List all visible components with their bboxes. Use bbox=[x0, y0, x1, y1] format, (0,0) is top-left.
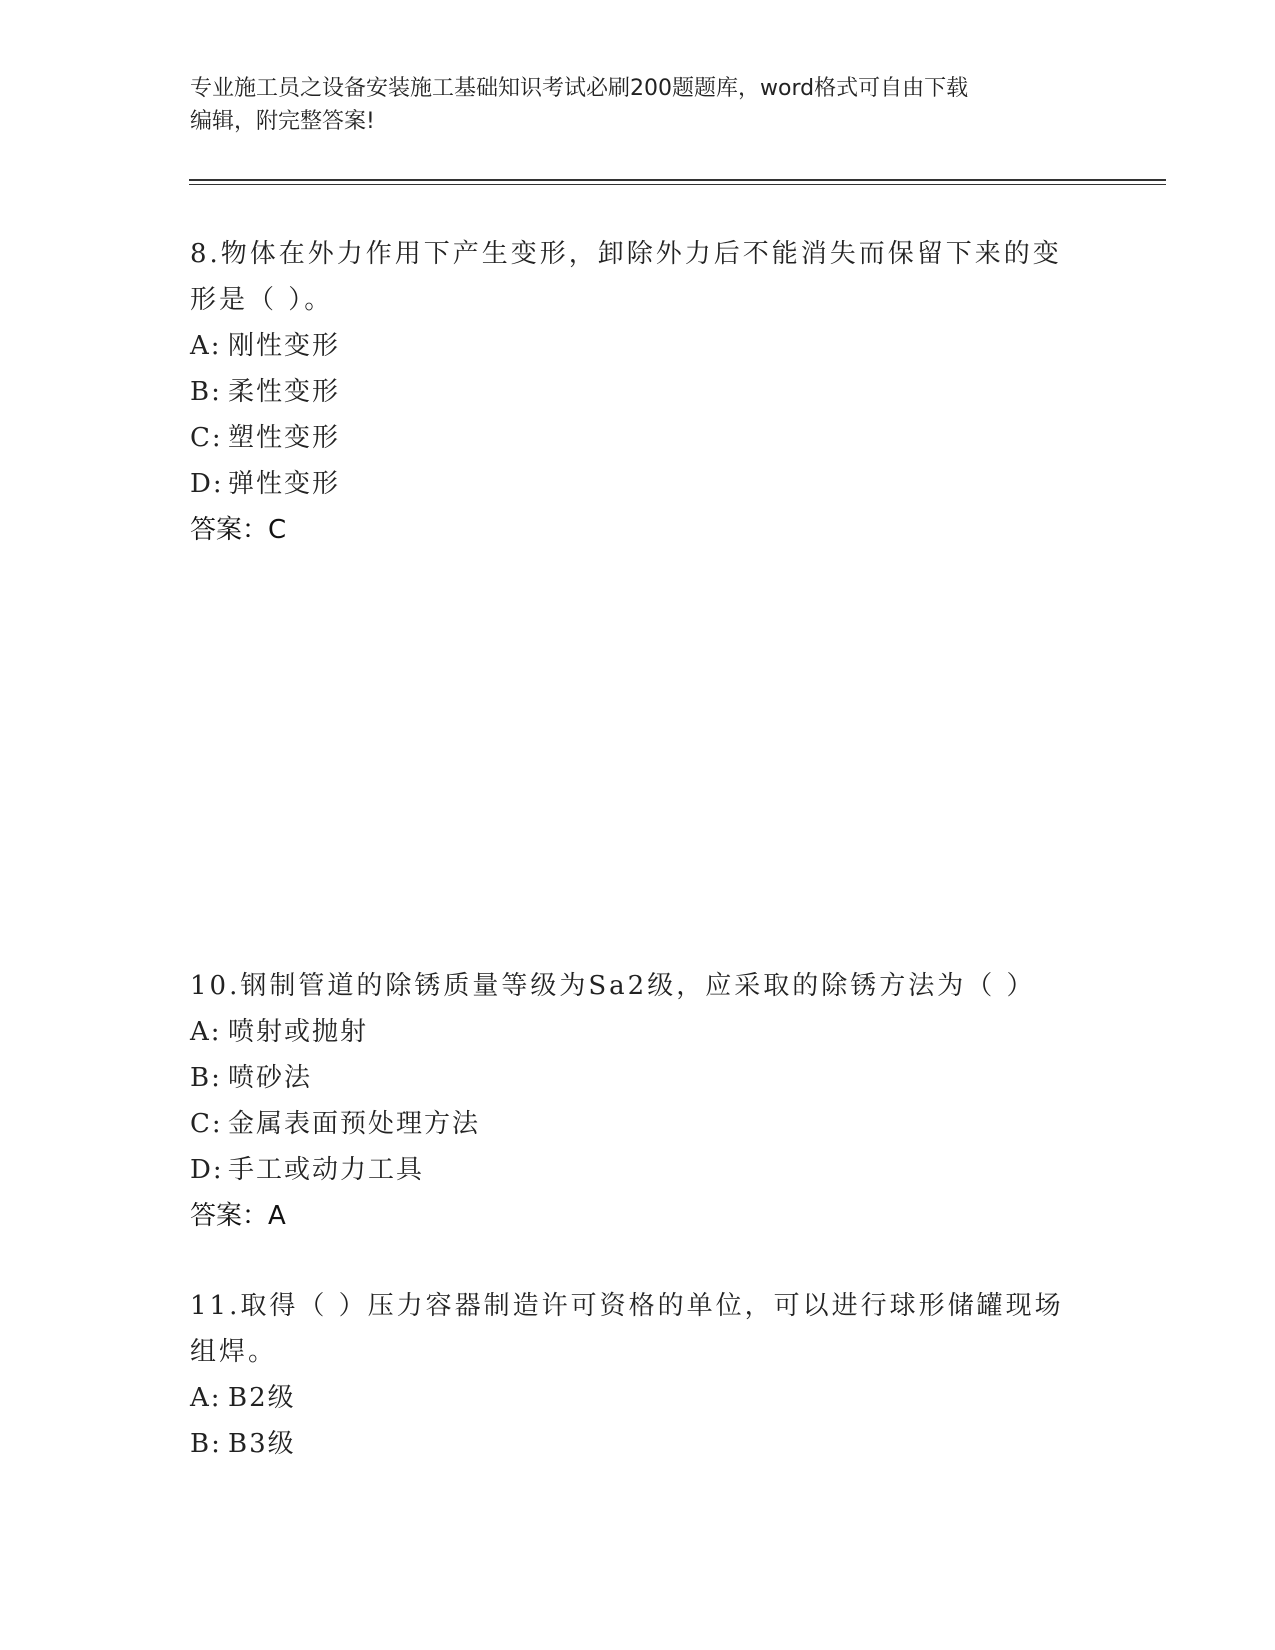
option-key: A: bbox=[190, 1017, 222, 1047]
option-text: 刚性变形 bbox=[228, 331, 341, 361]
answer: 答案：A bbox=[190, 1201, 286, 1231]
header-divider-thick bbox=[189, 179, 1166, 181]
option-text: 柔性变形 bbox=[228, 377, 341, 407]
option-key: A: bbox=[190, 331, 222, 361]
option-a bbox=[190, 1009, 1090, 1055]
question-10 bbox=[190, 963, 1090, 1239]
option-key: B: bbox=[190, 1063, 222, 1093]
question-stem bbox=[190, 231, 1090, 323]
option-d bbox=[190, 1147, 1090, 1193]
option-key: B: bbox=[190, 1429, 222, 1459]
question-8 bbox=[190, 231, 1090, 553]
document-header bbox=[190, 72, 1090, 138]
option-text: B3级 bbox=[228, 1429, 296, 1459]
header-line-2: 编辑，附完整答案! bbox=[190, 109, 375, 134]
stem-line: 10.钢制管道的除锈质量等级为Sa2级，应采取的除锈方法为（ ） bbox=[190, 971, 1036, 1001]
option-key: B: bbox=[190, 377, 222, 407]
option-c bbox=[190, 1101, 1090, 1147]
option-c bbox=[190, 415, 1090, 461]
stem-line: 11.取得（ ）压力容器制造许可资格的单位，可以进行球形储罐现场 bbox=[190, 1291, 1064, 1321]
option-text: 塑性变形 bbox=[228, 423, 341, 453]
option-key: D: bbox=[190, 469, 224, 499]
header-divider-thin bbox=[189, 184, 1166, 185]
option-text: B2级 bbox=[228, 1383, 296, 1413]
option-key: D: bbox=[190, 1155, 224, 1185]
option-a bbox=[190, 1375, 1090, 1421]
option-b bbox=[190, 369, 1090, 415]
option-b bbox=[190, 1421, 1090, 1467]
option-key: C: bbox=[190, 1109, 223, 1139]
answer: 答案：C bbox=[190, 515, 287, 545]
stem-line: 形是（ ）。 bbox=[190, 285, 334, 315]
option-text: 弹性变形 bbox=[228, 469, 341, 499]
option-b bbox=[190, 1055, 1090, 1101]
stem-line: 组焊。 bbox=[190, 1337, 278, 1367]
question-stem bbox=[190, 1283, 1090, 1375]
option-text: 喷射或抛射 bbox=[228, 1017, 369, 1047]
question-stem bbox=[190, 963, 1090, 1009]
stem-line: 8.物体在外力作用下产生变形，卸除外力后不能消失而保留下来的变 bbox=[190, 239, 1062, 269]
question-11 bbox=[190, 1283, 1090, 1467]
option-key: A: bbox=[190, 1383, 222, 1413]
header-line-1: 专业施工员之设备安装施工基础知识考试必刷200题题库，word格式可自由下载 bbox=[190, 76, 969, 101]
option-a bbox=[190, 323, 1090, 369]
option-key: C: bbox=[190, 423, 223, 453]
option-d bbox=[190, 461, 1090, 507]
option-text: 喷砂法 bbox=[228, 1063, 313, 1093]
option-text: 手工或动力工具 bbox=[228, 1155, 425, 1185]
option-text: 金属表面预处理方法 bbox=[228, 1109, 481, 1139]
